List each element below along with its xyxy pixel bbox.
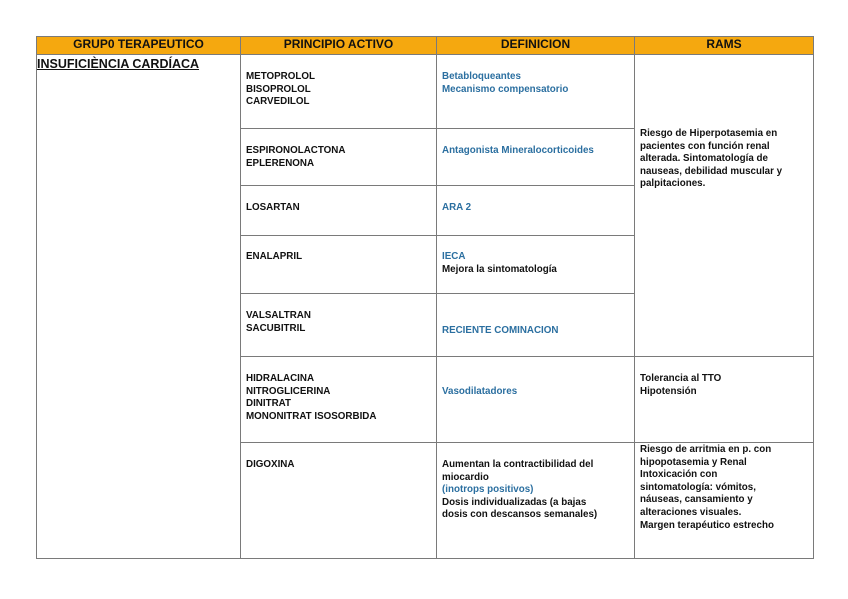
table-row: [37, 55, 814, 129]
group-cell: [37, 55, 241, 559]
header-row: [37, 37, 814, 55]
drug-name: LOSARTAN: [246, 202, 300, 213]
drug-name: MONONITRAT ISOSORBIDA: [246, 410, 377, 422]
drug-name: DINITRAT: [246, 398, 291, 410]
principio-cell: [241, 186, 437, 236]
definition-text: Betabloqueantes: [442, 71, 521, 82]
principio-cell: [241, 55, 437, 129]
definition-text: Antagonista Mineralocorticoides: [442, 145, 594, 156]
header-principio-activo: PRINCIPIO ACTIVO: [241, 37, 437, 55]
definition-text: ARA 2: [442, 202, 472, 213]
drug-name: CARVEDILOL: [246, 96, 310, 108]
principio-cell: [241, 236, 437, 294]
rams-cell: [635, 55, 814, 357]
rams-text: Riesgo de arritmia en p. con: [640, 444, 772, 455]
rams-cell: [635, 357, 814, 443]
drug-name: VALSALTRAN: [246, 310, 311, 321]
drug-name: ENALAPRIL: [246, 251, 303, 262]
principio-cell: [241, 357, 437, 443]
rams-text: sintomatología: vómitos,: [640, 481, 756, 493]
drug-table: [36, 36, 814, 559]
rams-text: hipopotasemia y Renal: [640, 456, 747, 468]
rams-text: Tolerancia al TTO: [640, 373, 722, 384]
definicion-cell: [437, 443, 635, 559]
definition-text: (inotrops positivos): [442, 484, 534, 496]
drug-name: ESPIRONOLACTONA: [246, 145, 346, 156]
drug-name: EPLERENONA: [246, 157, 315, 169]
group-title: INSUFICIÈNCIA CARDÍACA: [37, 57, 200, 71]
drug-name: HIDRALACINA: [246, 373, 315, 384]
rams-text: Riesgo de Hiperpotasemia en: [640, 128, 778, 139]
principio-cell: [241, 294, 437, 357]
rams-cell: [635, 443, 814, 559]
principio-cell: [241, 129, 437, 186]
rams-text: palpitaciones.: [640, 178, 706, 190]
rams-text: alterada. Sintomatología de: [640, 153, 768, 165]
definicion-cell: [437, 186, 635, 236]
definition-text: RECIENTE COMINACION: [442, 325, 559, 336]
rams-text: Intoxicación con: [640, 469, 718, 481]
definition-text: Aumentan la contractibilidad del: [442, 459, 594, 470]
definicion-cell: [437, 55, 635, 129]
header-grupo-terapeutico: GRUP0 TERAPEUTICO: [37, 37, 241, 55]
definition-text: Vasodilatadores: [442, 386, 518, 397]
header-definicion: DEFINICION: [437, 37, 635, 55]
definition-text: IECA: [442, 251, 466, 262]
principio-cell: [241, 443, 437, 559]
rams-text: nauseas, debilidad muscular y: [640, 165, 783, 177]
definition-text: miocardio: [442, 471, 489, 483]
drug-name: NITROGLICERINA: [246, 385, 331, 397]
rams-text: Margen terapéutico estrecho: [640, 519, 774, 531]
drug-name: METOPROLOL: [246, 71, 315, 82]
rams-text: pacientes con función renal: [640, 140, 770, 152]
drug-name: DIGOXINA: [246, 459, 295, 470]
definition-text: Mejora la sintomatología: [442, 263, 557, 275]
rams-text: alteraciones visuales.: [640, 506, 742, 518]
definicion-cell: [437, 357, 635, 443]
rams-text: náuseas, cansamiento y: [640, 494, 753, 506]
definicion-cell: [437, 294, 635, 357]
definicion-cell: [437, 236, 635, 294]
header-rams: RAMS: [635, 37, 814, 55]
rams-text: Hipotensión: [640, 385, 697, 397]
definition-text: Mecanismo compensatorio: [442, 83, 569, 95]
definition-text: dosis con descansos semanales): [442, 509, 598, 521]
definicion-cell: [437, 129, 635, 186]
drug-name: SACUBITRIL: [246, 322, 306, 334]
drug-name: BISOPROLOL: [246, 83, 311, 95]
definition-text: Dosis individualizadas (a bajas: [442, 496, 587, 508]
